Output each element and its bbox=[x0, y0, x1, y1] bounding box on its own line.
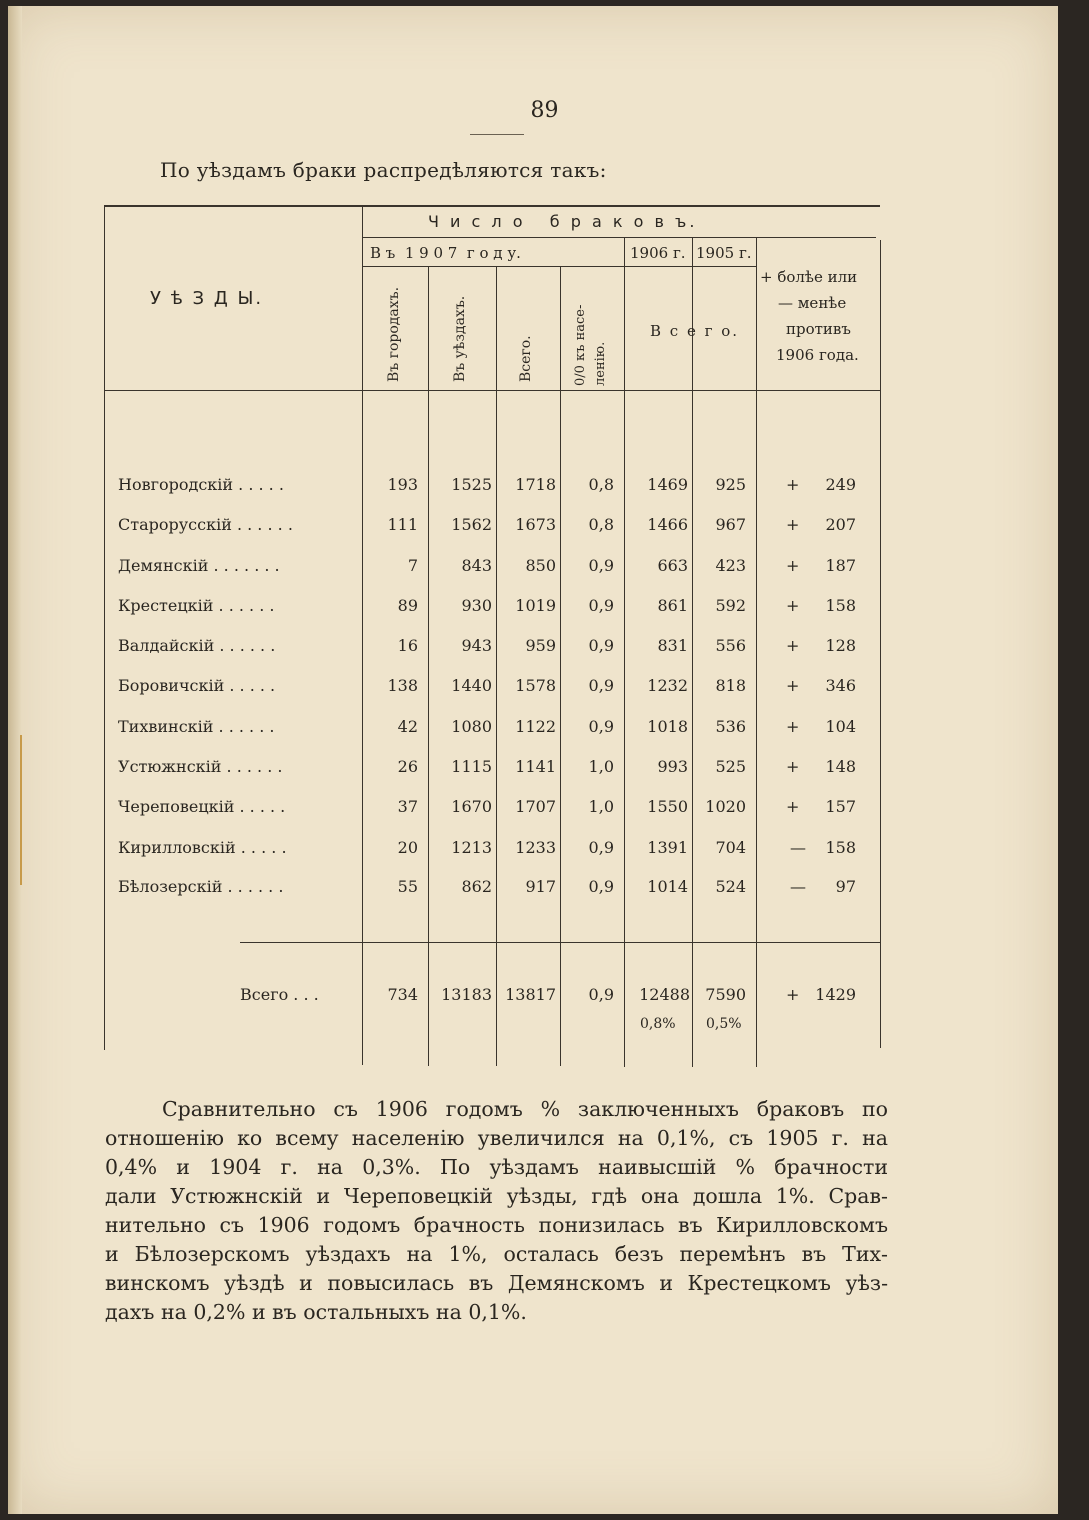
cell-pct: 0,9 bbox=[588, 636, 614, 655]
cell-pct: 0,9 bbox=[588, 556, 614, 575]
cell-total: 1673 bbox=[515, 515, 556, 534]
total-1906: 12488 bbox=[639, 985, 690, 1004]
cell-districts: 1670 bbox=[451, 797, 492, 816]
district-name: Новгородскій . . . . . bbox=[118, 475, 284, 494]
district-name: Бѣлозерскій . . . . . . bbox=[118, 877, 284, 896]
table-right-border bbox=[880, 240, 881, 1048]
header-total-1907: Всего. bbox=[518, 335, 534, 382]
total-1905: 7590 bbox=[705, 985, 746, 1004]
cell-1906: 993 bbox=[657, 757, 688, 776]
header-diff-1: + болѣе или bbox=[760, 268, 858, 286]
paragraph-line: и Бѣлозерскомъ уѣздахъ на 1%, осталась безъ перемѣнъ въ Тих- bbox=[105, 1242, 888, 1266]
header-year-1905: 1905 г. bbox=[696, 244, 752, 262]
header-total-1906-1905: В с е г о. bbox=[650, 322, 740, 340]
cell-districts: 1562 bbox=[451, 515, 492, 534]
cell-districts: 1525 bbox=[451, 475, 492, 494]
header-in-cities: Въ городахъ. bbox=[386, 286, 402, 382]
cell-1905: 536 bbox=[715, 717, 746, 736]
paragraph-line: Сравнительно съ 1906 годомъ % заключенныхъ браковъ по bbox=[162, 1097, 888, 1121]
cell-1906: 861 bbox=[657, 596, 688, 615]
cell-pct: 0,8 bbox=[588, 515, 614, 534]
cell-1906: 1018 bbox=[647, 717, 688, 736]
cell-total: 1578 bbox=[515, 676, 556, 695]
header-marriages: Ч и с л о б р а к о в ъ. bbox=[428, 212, 698, 231]
header-pct-population-1: 0/0 къ насе- bbox=[573, 304, 588, 386]
paragraph-line: отношенію ко всему населенію увеличился на 0,1%, съ 1905 г. на bbox=[105, 1126, 888, 1150]
cell-pct: 0,9 bbox=[588, 596, 614, 615]
cell-districts: 1440 bbox=[451, 676, 492, 695]
total-total: 13817 bbox=[505, 985, 556, 1004]
cell-1906: 663 bbox=[657, 556, 688, 575]
cell-total: 917 bbox=[525, 877, 556, 896]
header-diff-2: — менѣе bbox=[778, 294, 847, 312]
cell-1905: 525 bbox=[715, 757, 746, 776]
total-1906-pct: 0,8% bbox=[640, 1016, 676, 1032]
cell-pct: 0,9 bbox=[588, 877, 614, 896]
cell-total: 1141 bbox=[515, 757, 556, 776]
total-districts: 13183 bbox=[441, 985, 492, 1004]
paragraph-line: дали Устюжнскій и Череповецкій уѣзды, гдѣ она дошла 1%. Срав- bbox=[105, 1184, 888, 1208]
total-1905-pct: 0,5% bbox=[706, 1016, 742, 1032]
total-cities: 734 bbox=[387, 985, 418, 1004]
cell-1906: 1232 bbox=[647, 676, 688, 695]
cell-cities: 111 bbox=[387, 515, 418, 534]
district-name: Череповецкій . . . . . bbox=[118, 797, 286, 816]
header-diff-3: противъ bbox=[786, 320, 851, 338]
cell-1905: 556 bbox=[715, 636, 746, 655]
cell-cities: 138 bbox=[387, 676, 418, 695]
col-rule-2 bbox=[428, 266, 429, 1066]
cell-districts: 930 bbox=[461, 596, 492, 615]
cell-1905: 592 bbox=[715, 596, 746, 615]
cell-1905: 967 bbox=[715, 515, 746, 534]
cell-diff-sign: + bbox=[786, 515, 800, 534]
total-diff-sign: + bbox=[786, 985, 800, 1004]
cell-total: 1718 bbox=[515, 475, 556, 494]
cell-total: 850 bbox=[525, 556, 556, 575]
cell-1905: 423 bbox=[715, 556, 746, 575]
cell-districts: 943 bbox=[461, 636, 492, 655]
cell-diff-sign: + bbox=[786, 475, 800, 494]
col-rule-6 bbox=[692, 237, 693, 1067]
cell-1906: 1391 bbox=[647, 838, 688, 857]
cell-cities: 42 bbox=[397, 717, 418, 736]
paragraph-line: 0,4% и 1904 г. на 0,3%. По уѣздамъ наивысшій % брачности bbox=[105, 1155, 888, 1179]
cell-1906: 1550 bbox=[647, 797, 688, 816]
page-number: 89 bbox=[530, 98, 559, 123]
cell-diff-sign: + bbox=[786, 797, 800, 816]
cell-diff: 157 bbox=[825, 797, 856, 816]
district-name: Валдайскій . . . . . . bbox=[118, 636, 276, 655]
cell-1906: 1014 bbox=[647, 877, 688, 896]
cell-diff: 346 bbox=[825, 676, 856, 695]
total-label: Всего . . . bbox=[240, 985, 319, 1004]
cell-1906: 831 bbox=[657, 636, 688, 655]
cell-total: 1707 bbox=[515, 797, 556, 816]
cell-diff-sign: + bbox=[786, 676, 800, 695]
cell-diff-sign: + bbox=[786, 636, 800, 655]
table-header-bottom-rule bbox=[104, 390, 880, 391]
cell-pct: 0,9 bbox=[588, 676, 614, 695]
cell-total: 959 bbox=[525, 636, 556, 655]
cell-diff: 207 bbox=[825, 515, 856, 534]
cell-cities: 26 bbox=[397, 757, 418, 776]
col-rule-1 bbox=[362, 205, 363, 1065]
cell-cities: 20 bbox=[397, 838, 418, 857]
cell-diff-sign: + bbox=[786, 757, 800, 776]
cell-diff: 158 bbox=[825, 596, 856, 615]
cell-diff-sign: — bbox=[790, 838, 806, 857]
district-name: Устюжнскій . . . . . . bbox=[118, 757, 283, 776]
cell-pct: 0,8 bbox=[588, 475, 614, 494]
cell-diff: 128 bbox=[825, 636, 856, 655]
body-paragraph bbox=[105, 1095, 888, 1327]
cell-diff: 148 bbox=[825, 757, 856, 776]
col-rule-4 bbox=[560, 266, 561, 1066]
cell-1905: 818 bbox=[715, 676, 746, 695]
cell-1905: 524 bbox=[715, 877, 746, 896]
cell-districts: 1115 bbox=[451, 757, 492, 776]
table-rule-years bbox=[362, 266, 756, 267]
cell-diff-sign: + bbox=[786, 596, 800, 615]
cell-cities: 193 bbox=[387, 475, 418, 494]
table-left-border bbox=[104, 205, 105, 1050]
cell-pct: 0,9 bbox=[588, 717, 614, 736]
header-pct-population-2: ленію. bbox=[593, 341, 608, 386]
col-rule-5 bbox=[624, 237, 625, 1067]
district-name: Старорусскій . . . . . . bbox=[118, 515, 293, 534]
table-rule-marriages bbox=[362, 237, 876, 238]
cell-diff: 158 bbox=[825, 838, 856, 857]
district-name: Кирилловскій . . . . . bbox=[118, 838, 287, 857]
cell-cities: 7 bbox=[407, 556, 418, 575]
cell-cities: 55 bbox=[397, 877, 418, 896]
cell-diff-sign: + bbox=[786, 556, 800, 575]
header-diff-4: 1906 года. bbox=[776, 346, 859, 364]
paragraph-line: винскомъ уѣздѣ и повысилась въ Демянскомъ и Крестецкомъ уѣз- bbox=[105, 1271, 888, 1295]
district-name: Демянскій . . . . . . . bbox=[118, 556, 280, 575]
district-name: Тихвинскій . . . . . . bbox=[118, 717, 275, 736]
page-number-ornament bbox=[470, 128, 524, 135]
cell-pct: 1,0 bbox=[588, 757, 614, 776]
cell-pct: 0,9 bbox=[588, 838, 614, 857]
cell-districts: 1080 bbox=[451, 717, 492, 736]
cell-districts: 862 bbox=[461, 877, 492, 896]
cell-diff: 249 bbox=[825, 475, 856, 494]
table-top-rule bbox=[104, 205, 880, 207]
cell-diff: 104 bbox=[825, 717, 856, 736]
cell-diff-sign: — bbox=[790, 877, 806, 896]
header-districts: У ѣ З Д Ы. bbox=[150, 288, 264, 309]
cell-1905: 704 bbox=[715, 838, 746, 857]
cell-1905: 925 bbox=[715, 475, 746, 494]
cell-districts: 1213 bbox=[451, 838, 492, 857]
cell-total: 1122 bbox=[515, 717, 556, 736]
intro-text: По уѣздамъ браки распредѣляются такъ: bbox=[160, 158, 607, 182]
cell-diff: 187 bbox=[825, 556, 856, 575]
district-name: Боровичскій . . . . . bbox=[118, 676, 276, 695]
header-in-districts: Въ уѣздахъ. bbox=[452, 295, 468, 382]
header-year-1907: В ъ 1 9 0 7 г о д у. bbox=[370, 244, 521, 262]
district-name: Крестецкій . . . . . . bbox=[118, 596, 275, 615]
cell-districts: 843 bbox=[461, 556, 492, 575]
cell-total: 1233 bbox=[515, 838, 556, 857]
col-rule-3 bbox=[496, 266, 497, 1066]
header-year-1906: 1906 г. bbox=[630, 244, 686, 262]
cell-diff-sign: + bbox=[786, 717, 800, 736]
margin-mark bbox=[20, 735, 28, 885]
total-pct: 0,9 bbox=[588, 985, 614, 1004]
total-diff: 1429 bbox=[815, 985, 856, 1004]
cell-diff: 97 bbox=[835, 877, 856, 896]
cell-1905: 1020 bbox=[705, 797, 746, 816]
cell-1906: 1466 bbox=[647, 515, 688, 534]
cell-cities: 16 bbox=[397, 636, 418, 655]
cell-cities: 37 bbox=[397, 797, 418, 816]
cell-total: 1019 bbox=[515, 596, 556, 615]
cell-cities: 89 bbox=[397, 596, 418, 615]
cell-pct: 1,0 bbox=[588, 797, 614, 816]
col-rule-7 bbox=[756, 237, 757, 1067]
cell-1906: 1469 bbox=[647, 475, 688, 494]
paragraph-line: нительно съ 1906 годомъ брачность понизилась въ Кирилловскомъ bbox=[105, 1213, 888, 1237]
paragraph-line: дахъ на 0,2% и въ остальныхъ на 0,1%. bbox=[105, 1300, 527, 1324]
